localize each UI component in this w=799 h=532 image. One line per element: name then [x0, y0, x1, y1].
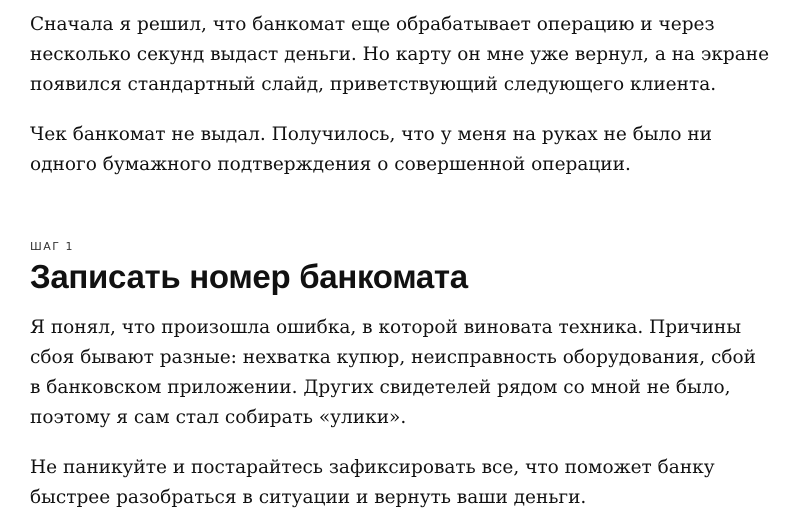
step-paragraph-1: Я понял, что произошла ошибка, в которой виновата техника. Причины сбоя бывают разные: нехватка купюр, неисправность оборудования, сбой в банковском приложении. Других свидетелей рядом со мной не было, поэтому я сам стал собирать «улики». [30, 317, 756, 428]
step-paragraph-2: Не паникуйте и постарайтесь зафиксировать все, что поможет банку быстрее разобраться в ситуации и вернуть ваши деньги. [30, 457, 715, 508]
step-label: ШАГ 1 [30, 240, 74, 253]
intro-paragraph-1: Сначала я решил, что банкомат еще обрабатывает операцию и через несколько секунд выдаст деньги. Но карту он мне уже вернул, а на экране появился стандартный слайд, приветствующий следующего клиента. [30, 14, 770, 95]
step-section [30, 240, 770, 513]
intro-paragraph-2: Чек банкомат не выдал. Получилось, что у меня на руках не было ни одного бумажного подтверждения о совершенной операции. [30, 124, 713, 175]
article-body [30, 10, 770, 513]
step-heading: Записать номер банкомата [30, 258, 468, 295]
